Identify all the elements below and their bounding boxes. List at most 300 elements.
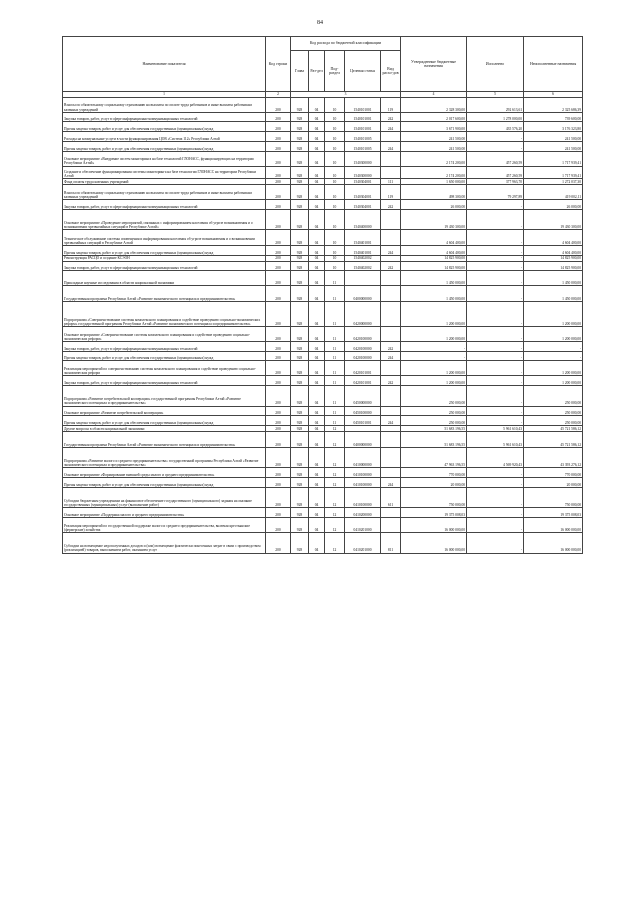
row-executed: - [467,271,524,286]
row-target-article: 1540400000 [345,209,381,230]
row-razdel: 04 [309,426,325,432]
header-vid: Вид расхо-дов [381,51,401,92]
row-name: Реконструкция РАСЦО и создание КСЭОН [63,255,266,261]
row-approved: - [401,351,467,361]
row-expense-type [381,447,401,468]
row-code: 200 [266,209,291,230]
row-expense-type: 242 [381,341,401,351]
row-code: 200 [266,468,291,478]
row-expense-type [381,271,401,286]
row-code: 200 [266,255,291,261]
row-razdel: 04 [309,361,325,376]
row-code: 200 [266,361,291,376]
row-name: Закупка товаров, работ, услуг в сфере информационно-коммуникационных технологий [63,199,266,209]
row-unexecuted: 4 604 400,00 [524,230,583,246]
row-name: Основное мероприятие «Развитие потребительской кооперации» [63,406,266,416]
row-name: Создание и обеспечение функционирования системы мониторинга на базе технологии ГЛОНАСС на территории Республики Алтай [63,166,266,179]
row-target-article: 0450000000 [345,385,381,406]
row-unexecuted: 739 600,00 [524,112,583,122]
row-unexecuted: 14 825 900,00 [524,261,583,271]
row-target-article: 1540101001 [345,122,381,132]
table-row [63,416,583,426]
row-approved: 750 000,00 [401,487,467,508]
row-razdel: 04 [309,122,325,132]
row-razdel: 04 [309,532,325,553]
row-expense-type: 244 [381,351,401,361]
row-glava: 928 [291,151,309,166]
row-approved: 1 650 000,00 [401,179,467,185]
row-target-article: 1540300000 [345,151,381,166]
row-razdel: 04 [309,508,325,518]
row-target-article: 1540304001 [345,179,381,185]
row-podrazdel: 12 [325,426,345,432]
row-target-article: 0420100000 [345,341,381,351]
row-target-article: 0420100000 [345,327,381,342]
row-name: Прикладные научные исследования в области национальной экономики [63,271,266,286]
row-razdel: 04 [309,98,325,113]
row-approved: 51 683 196,55 [401,432,467,448]
row-glava: 928 [291,468,309,478]
row-executed: - [467,199,524,209]
row-glava: 928 [291,245,309,255]
row-name: Прочая закупка товаров, работ и услуг для обеспечения государственных (муниципальных) нужд [63,142,266,152]
row-unexecuted: 45 721 586,12 [524,426,583,432]
table-row [63,122,583,132]
row-name: Реализация мероприятий по государственной поддержке малого и среднего предпринимательства, включая крестьянские (фермерские) хозяйства [63,518,266,533]
row-approved: 250 000,00 [401,406,467,416]
row-name: Закупка товаров, работ, услуг в сфере информационно-коммуникационных технологий [63,376,266,386]
row-name: Субсидии бюджетным учреждениям на финансовое обеспечение государственного (муниципального) задания на оказание государственных (муниципальных) услуг (выполнение работ) [63,487,266,508]
table-row [63,112,583,122]
table-row [63,376,583,386]
table-row [63,341,583,351]
table-row [63,508,583,518]
row-razdel: 04 [309,518,325,533]
table-row [63,385,583,406]
row-unexecuted: 1 200 000,00 [524,376,583,386]
row-approved: 16 000 000,00 [401,532,467,553]
table-row [63,166,583,179]
row-glava: 928 [291,327,309,342]
row-approved: 1 200 000,00 [401,327,467,342]
row-podrazdel: 12 [325,508,345,518]
row-executed: - [467,341,524,351]
row-razdel: 04 [309,447,325,468]
row-code: 200 [266,532,291,553]
row-name: Закупка товаров, работ, услуг в сфере информационно-коммуникационных технологий [63,341,266,351]
row-expense-type [381,385,401,406]
row-unexecuted: 250 000,00 [524,406,583,416]
row-executed: - [467,468,524,478]
row-name: Прочая закупка товаров, работ и услуг для обеспечения государственных (муниципальных) нужд [63,122,266,132]
row-razdel: 04 [309,166,325,179]
row-target-article: 1540402002 [345,261,381,271]
row-expense-type: 244 [381,416,401,426]
row-target-article: 1540304001 [345,199,381,209]
row-executed: - [467,376,524,386]
row-target-article: 0450101001 [345,416,381,426]
col-number: 5 [467,92,524,98]
row-executed: 457 260,59 [467,151,524,166]
row-executed: - [467,142,524,152]
row-executed: - [467,132,524,142]
row-name: Основное мероприятие «Совершенствование системы комплексного планирования и содействие проведению социально-экономических реформ» [63,327,266,342]
row-executed: 4 569 920,43 [467,447,524,468]
row-podrazdel: 10 [325,255,345,261]
row-expense-type: 244 [381,122,401,132]
row-razdel: 04 [309,301,325,326]
row-expense-type [381,230,401,246]
table-row [63,301,583,326]
row-name: Основное мероприятие «Внедрение систем мониторинга на базе технологий ГЛОНАСС, функционирующих на территории Республики Алтай» [63,151,266,166]
row-unexecuted: 241 500,00 [524,142,583,152]
row-podrazdel: 11 [325,351,345,361]
table-row [63,151,583,166]
row-razdel: 04 [309,199,325,209]
row-razdel: 04 [309,406,325,416]
row-glava: 928 [291,376,309,386]
row-target-article: 0410100000 [345,487,381,508]
row-unexecuted: - [524,341,583,351]
row-code: 200 [266,261,291,271]
row-razdel: 04 [309,468,325,478]
row-approved: 241 500,00 [401,132,467,142]
row-approved: 3 671 900,00 [401,122,467,132]
row-glava: 928 [291,385,309,406]
row-unexecuted: 250 000,00 [524,385,583,406]
row-podrazdel: 10 [325,112,345,122]
row-executed: 435 576,20 [467,122,524,132]
row-code: 200 [266,432,291,448]
row-podrazdel: 10 [325,209,345,230]
row-unexecuted: 19 430 300,00 [524,209,583,230]
row-target-article: 0410100000 [345,478,381,488]
row-approved: 1 200 000,00 [401,361,467,376]
row-glava: 928 [291,112,309,122]
page-number: 84 [317,20,323,26]
row-razdel: 04 [309,151,325,166]
row-expense-type [381,518,401,533]
row-name: Другие вопросы в области национальной экономики [63,426,266,432]
row-target-article: 0420101001 [345,361,381,376]
row-target-article: 1540401001 [345,230,381,246]
header-classification: Код расхода по бюджетной классификации [291,37,401,51]
row-code: 200 [266,230,291,246]
row-expense-type: 242 [381,261,401,271]
row-glava: 928 [291,416,309,426]
row-name: Прочая закупка товаров, работ и услуг для обеспечения государственных (муниципальных) нужд [63,351,266,361]
table-row [63,327,583,342]
row-approved: 16 000 000,00 [401,518,467,533]
row-executed: 79 297,89 [467,185,524,200]
row-executed: - [467,478,524,488]
row-target-article: 0400000000 [345,432,381,448]
row-name: Взносы по обязательному социальному страхованию на выплаты по оплате труда работников и иные выплаты работникам казенных учреждений [63,98,266,113]
row-podrazdel: 10 [325,245,345,255]
row-podrazdel: 12 [325,468,345,478]
row-unexecuted: 14 825 900,00 [524,255,583,261]
row-code: 200 [266,271,291,286]
row-unexecuted: 1 717 939,41 [524,151,583,166]
row-code: 200 [266,142,291,152]
row-expense-type: 242 [381,376,401,386]
row-unexecuted: 1 200 000,00 [524,301,583,326]
row-podrazdel: 10 [325,132,345,142]
col-number: 4 [401,92,467,98]
row-code: 200 [266,376,291,386]
row-code: 200 [266,487,291,508]
row-code: 200 [266,245,291,255]
row-code: 200 [266,185,291,200]
row-executed: - [467,508,524,518]
row-name: Фонд оплаты труда казенных учреждений [63,179,266,185]
row-expense-type: 611 [381,487,401,508]
header-name: Наименование показателя [63,37,266,92]
row-unexecuted: 20 000,00 [524,478,583,488]
row-glava: 928 [291,532,309,553]
row-glava: 928 [291,185,309,200]
col-number: 2 [266,92,291,98]
row-code: 200 [266,518,291,533]
table-row [63,271,583,286]
row-unexecuted: 241 500,00 [524,132,583,142]
row-expense-type [381,406,401,416]
row-expense-type: 242 [381,112,401,122]
row-glava: 928 [291,261,309,271]
row-executed: - [467,406,524,416]
row-code: 200 [266,151,291,166]
row-executed: - [467,361,524,376]
row-executed: - [467,209,524,230]
row-razdel: 04 [309,487,325,508]
row-razdel: 04 [309,327,325,342]
table-row [63,261,583,271]
row-razdel: 04 [309,230,325,246]
table-row [63,447,583,468]
row-podrazdel: 11 [325,286,345,302]
row-approved: 2 328 300,00 [401,98,467,113]
row-approved: 498 300,00 [401,185,467,200]
header-executed: Исполнено [467,37,524,92]
row-target-article: 0400000000 [345,286,381,302]
table-body [63,98,583,554]
table-row [63,230,583,246]
row-glava: 928 [291,301,309,326]
row-code: 200 [266,179,291,185]
col-number: 1 [63,92,266,98]
row-approved: 51 683 196,55 [401,426,467,432]
row-code: 200 [266,112,291,122]
row-unexecuted: 1 450 000,00 [524,271,583,286]
row-podrazdel: 11 [325,271,345,286]
row-expense-type: 244 [381,142,401,152]
row-podrazdel: 11 [325,361,345,376]
row-name: Реализация мероприятий по совершенствованию системы комплексного планирования и содействие проведению социально-экономических реформ [63,361,266,376]
row-glava: 928 [291,209,309,230]
row-unexecuted: 770 000,00 [524,468,583,478]
row-expense-type: 811 [381,532,401,553]
row-razdel: 04 [309,112,325,122]
row-unexecuted: 16 000 000,00 [524,518,583,533]
row-code: 200 [266,166,291,179]
row-approved: 1 450 000,00 [401,271,467,286]
row-approved: 47 963 196,55 [401,447,467,468]
table-row [63,286,583,302]
row-code: 200 [266,341,291,351]
row-code: 200 [266,98,291,113]
row-code: 200 [266,426,291,432]
row-expense-type: 119 [381,98,401,113]
row-glava: 928 [291,132,309,142]
row-glava: 928 [291,361,309,376]
row-name: Закупка товаров, работ, услуг в сфере информационно-коммуникационных технологий [63,261,266,271]
header-target: Целевая статья [345,51,381,92]
row-glava: 928 [291,179,309,185]
row-podrazdel: 10 [325,179,345,185]
row-executed: 292 613,61 [467,98,524,113]
row-podrazdel: 10 [325,98,345,113]
row-code: 200 [266,416,291,426]
header-approved: Утвержденные бюджетные назначения [401,37,467,92]
row-podrazdel: 11 [325,341,345,351]
row-name: Расходы на коммунальные услуги в части функционирования ЦОВ «Система 112» Республики Алтай [63,132,266,142]
row-name: Основное мероприятие «Проведение мероприятий, связанных с информированием населения об угрозе возникновения и о возникновении чрезвычайных ситуаций в Республике Алтай» [63,209,266,230]
row-razdel: 04 [309,132,325,142]
row-code: 200 [266,327,291,342]
row-podrazdel: 11 [325,327,345,342]
row-unexecuted: 3 176 323,80 [524,122,583,132]
row-executed: - [467,327,524,342]
row-expense-type: 244 [381,245,401,255]
row-unexecuted: 1 450 000,00 [524,286,583,302]
row-name: Основное мероприятие «Формирование внешней среды малого и среднего предпринимательства» [63,468,266,478]
row-executed: 5 961 610,43 [467,432,524,448]
row-target-article: 0420101001 [345,376,381,386]
row-name: Прочая закупка товаров, работ и услуг для обеспечения государственных (муниципальных) нужд [63,478,266,488]
row-target-article [345,271,381,286]
row-approved: 4 604 400,00 [401,230,467,246]
row-podrazdel: 12 [325,487,345,508]
row-expense-type: 119 [381,185,401,200]
header-code-line: Код строки [266,37,291,92]
row-target-article: 0420100000 [345,351,381,361]
row-podrazdel: 10 [325,199,345,209]
row-razdel: 04 [309,385,325,406]
row-executed: - [467,261,524,271]
row-glava: 928 [291,199,309,209]
row-razdel: 04 [309,376,325,386]
row-unexecuted: 19 375 008,03 [524,508,583,518]
row-unexecuted: - [524,351,583,361]
row-glava: 928 [291,341,309,351]
row-target-article: 0410200000 [345,508,381,518]
table-row [63,361,583,376]
row-unexecuted: 1 200 000,00 [524,327,583,342]
row-podrazdel: 11 [325,416,345,426]
row-unexecuted: 16 000 000,00 [524,532,583,553]
row-razdel: 04 [309,432,325,448]
table-row [63,185,583,200]
row-razdel: 04 [309,255,325,261]
row-approved: 250 000,00 [401,385,467,406]
row-target-article: 0450100000 [345,406,381,416]
row-executed: - [467,416,524,426]
row-name: Государственная программа Республики Алтай «Развитие экономического потенциала и предпринимательства» [63,432,266,448]
row-executed: - [467,487,524,508]
table-row [63,351,583,361]
row-executed: - [467,518,524,533]
row-glava: 928 [291,518,309,533]
row-target-article: 0410201000 [345,532,381,553]
row-name: Основное мероприятие «Поддержка малого и среднего предпринимательства» [63,508,266,518]
row-approved: 250 000,00 [401,416,467,426]
row-name: Прочая закупка товаров, работ и услуг для обеспечения государственных (муниципальных) нужд [63,245,266,255]
header-glava: Глава [291,51,309,92]
row-podrazdel: 11 [325,301,345,326]
row-approved: 770 000,00 [401,468,467,478]
row-glava: 928 [291,230,309,246]
row-glava: 928 [291,142,309,152]
row-podrazdel: 10 [325,261,345,271]
table-row [63,468,583,478]
row-razdel: 04 [309,142,325,152]
header-podrazdel: Под-раздел [325,51,345,92]
row-name: Подпрограмма «Развитие потребительской кооперации» государственной программы Республики Алтай «Развитие экономического потенциала и предпринимательства» [63,385,266,406]
row-glava: 928 [291,487,309,508]
row-razdel: 04 [309,286,325,302]
table-row [63,98,583,113]
row-target-article: 1540101005 [345,142,381,152]
row-approved: 1 450 000,00 [401,286,467,302]
row-podrazdel: 10 [325,122,345,132]
row-unexecuted: 1 200 000,00 [524,361,583,376]
row-name: Подпрограмма «Развитие малого и среднего предпринимательства» государственной программы Республики Алтай «Развитие экономического потенциала и предпринимательства» [63,447,266,468]
row-expense-type [381,132,401,142]
header-unexecuted: Неисполненные назначения [524,37,583,92]
row-podrazdel: 11 [325,376,345,386]
row-code: 200 [266,385,291,406]
row-executed: - [467,286,524,302]
row-podrazdel: 11 [325,385,345,406]
row-razdel: 04 [309,179,325,185]
row-glava: 928 [291,98,309,113]
row-podrazdel: 12 [325,447,345,468]
row-approved: 14 825 900,00 [401,255,467,261]
row-expense-type [381,327,401,342]
row-approved: 19 430 300,00 [401,209,467,230]
row-executed: 457 260,59 [467,166,524,179]
row-unexecuted: 1 272 037,30 [524,179,583,185]
row-executed: - [467,255,524,261]
row-approved: 26 000,00 [401,199,467,209]
row-approved: 1 200 000,00 [401,301,467,326]
row-target-article: 0410100000 [345,468,381,478]
row-executed: - [467,532,524,553]
table-row [63,478,583,488]
table-row [63,142,583,152]
row-razdel: 04 [309,185,325,200]
budget-execution-table [62,36,583,554]
row-approved: 2 174 200,00 [401,166,467,179]
row-podrazdel: 10 [325,166,345,179]
table-row [63,518,583,533]
row-glava: 928 [291,406,309,416]
row-podrazdel: 10 [325,151,345,166]
row-target-article: 1540101001 [345,98,381,113]
header-razdel: Раз-дел [309,51,325,92]
row-razdel: 04 [309,478,325,488]
row-approved: 241 500,00 [401,142,467,152]
